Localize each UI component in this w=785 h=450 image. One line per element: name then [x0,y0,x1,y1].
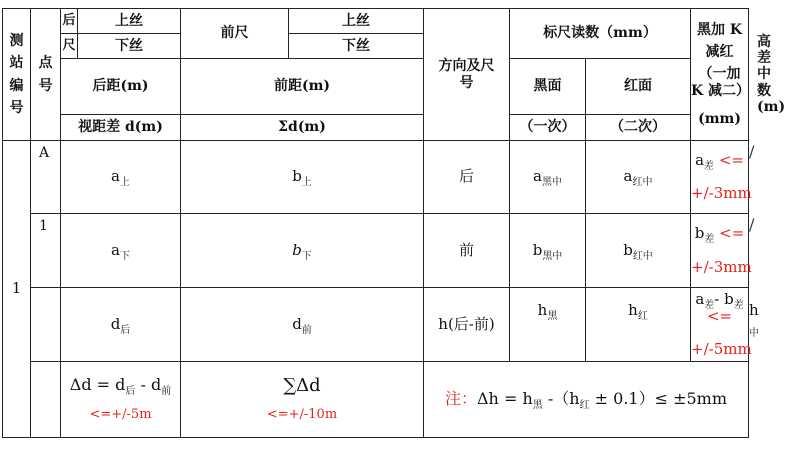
back-distance-value: $d_后$ [61,288,181,362]
k-check-cell: $b_差$ <= +/-3mm [691,214,749,288]
sight-distance-diff-header: 视距差 d(m) [61,115,181,141]
back-distance-header: 后距(m) [61,59,181,115]
back-ruler-label-1: 后 [61,9,78,34]
second-reading-header: （二次） [586,115,691,141]
direction-cell: 前 [424,214,510,288]
sum-d-header: Σd(m) [181,115,424,141]
direction-cell: h(后-前) [424,288,510,362]
red-height-diff: $h_红$ [586,288,691,362]
back-lower-reading: $a_下$ [61,214,181,288]
front-ruler-header: 前尺 [181,9,289,59]
direction-header: 方向及尺号 [424,9,510,141]
point-number-header: 点 号 [31,9,61,141]
point-cell: A [31,141,61,214]
point-cell: 1 [31,214,61,288]
black-reading: $b_{黑中}$ [510,214,586,288]
front-distance-header: 前距(m) [181,59,424,115]
leveling-record-table: 测 站 编 号 点 号 后 上丝 前尺 上丝 方向及尺号 标尺读数（mm） 黑加 K 减红 （一加 K 减二） (mm) 高差中数(m) 尺 下丝 下丝 后距(m) 前距(m) 黑面 红面 视距差 d(m) Σd(m) （一次） （二次） 1 A $a_上$ $b_上$ 后 $a_{黑中}$ $a_{红中}$ $a_差$ <= +/-3mm / 1 $a_下$ $b_下$ 前 $b_{黑中}$ $b_{红中}$ $b_差$ <= +/-3mm / $d_后$ $d_前$ h(后-前) $h_黑$ $h_红$ $a_差-$ $b_差$ <= +/-5mm $h_中$ $\Delta d = d_后 - d_前$ <=+/-5m ∑Δd <=+/-10m 注：$\Delta h = h_黑$ $-(h_红 \pm 0.1)\le \pm 5mm$ [2,8,749,438]
front-lower-reading: $b_下$ [181,214,424,288]
station-number-cell: 1 [3,141,31,438]
point-cell-empty [31,362,61,438]
k-check-cell: $a_差-$ $b_差$ <= +/-5mm [691,288,749,362]
sight-diff-formula: $\Delta d = d_后 - d_前$ <=+/-5m [61,362,181,438]
point-cell-empty [31,288,61,362]
red-reading: $a_{红中}$ [586,141,691,214]
note-formula: 注：$\Delta h = h_黑$ $-(h_红 \pm 0.1)\le \pm 5mm$ [424,362,749,438]
back-lower-wire: 下丝 [78,34,181,59]
back-upper-wire: 上丝 [78,9,181,34]
back-ruler-label-2: 尺 [61,34,78,59]
front-lower-wire: 下丝 [289,34,424,59]
front-upper-wire: 上丝 [289,9,424,34]
front-distance-value: $d_前$ [181,288,424,362]
red-face-header: 红面 [586,59,691,115]
cumulative-diff-formula: ∑Δd <=+/-10m [181,362,424,438]
front-upper-reading: $b_上$ [181,141,424,214]
staff-reading-header: 标尺读数（mm） [510,9,691,59]
back-upper-reading: $a_上$ [61,141,181,214]
direction-cell: 后 [424,141,510,214]
red-reading: $b_{红中}$ [586,214,691,288]
k-check-header: 黑加 K 减红 （一加 K 减二） (mm) [691,9,749,141]
black-height-diff: $h_黑$ [510,288,586,362]
first-reading-header: （一次） [510,115,586,141]
k-check-cell: $a_差$ <= +/-3mm [691,141,749,214]
black-reading: $a_{黑中}$ [510,141,586,214]
station-number-header: 测 站 编 号 [3,9,31,141]
black-face-header: 黑面 [510,59,586,115]
